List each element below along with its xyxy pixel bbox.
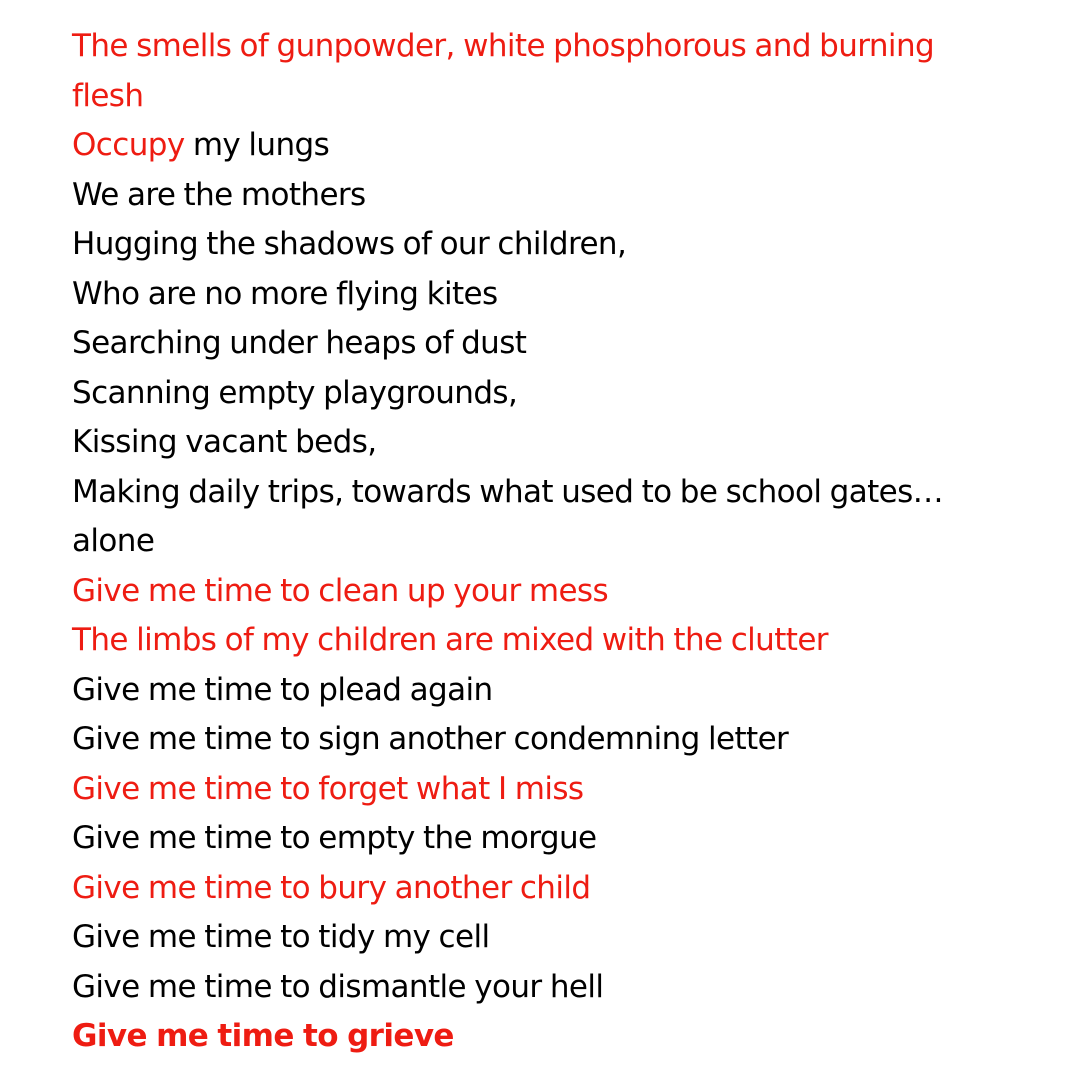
poem-line-13: The limbs of my children are mixed with the clutter xyxy=(72,622,828,658)
poem-line-11: alone xyxy=(72,523,155,559)
poem-line-1: The smells of gunpowder, white phosphorous and burning xyxy=(72,28,935,64)
poem-line-12: Give me time to clean up your mess xyxy=(72,572,609,609)
poem-line-15: Give me time to sign another condemning letter xyxy=(72,721,789,757)
poem-line-5: Hugging the shadows of our children, xyxy=(72,226,627,262)
poem-line-16: Give me time to forget what I miss xyxy=(72,770,584,807)
poem-line-3 xyxy=(72,121,1062,171)
poem-line-19: Give me time to tidy my cell xyxy=(72,919,490,955)
poem-line-8: Scanning empty playgrounds, xyxy=(72,374,518,411)
poem-line-10: Making daily trips, towards what used to be school gates… xyxy=(72,473,944,510)
poem-line-9: Kissing vacant beds, xyxy=(72,424,377,460)
poem-line-2: flesh xyxy=(72,77,144,114)
poem-line-20: Give me time to dismantle your hell xyxy=(72,968,604,1005)
poem-line-14: Give me time to plead again xyxy=(72,671,493,708)
poem-line-7: Searching under heaps of dust xyxy=(72,325,527,361)
poem-line-17: Give me time to empty the morgue xyxy=(72,820,597,856)
poem-line-final: Give me time to grieve xyxy=(72,1018,454,1054)
poem-text xyxy=(72,22,1062,1062)
poem-line-4: We are the mothers xyxy=(72,176,366,213)
poem-line-18: Give me time to bury another child xyxy=(72,869,591,906)
highlighted-word: Occupy xyxy=(72,127,185,163)
poem-line-6: Who are no more flying kites xyxy=(72,275,498,312)
line-remainder: my lungs xyxy=(184,127,330,163)
